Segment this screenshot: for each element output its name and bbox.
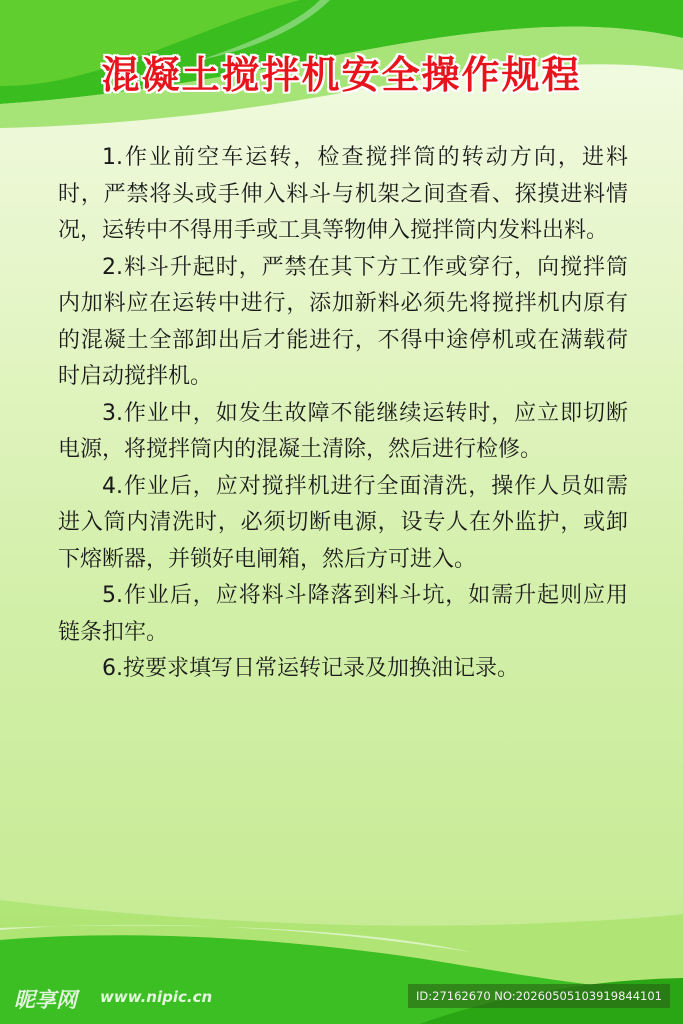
page-title: 混凝土搅拌机安全操作规程 xyxy=(101,53,582,97)
watermark-url: www.nipic.cn xyxy=(100,988,213,1006)
rule-paragraph-2: 2.料斗升起时，严禁在其下方工作或穿行，向搅拌筒内加料应在运转中进行，添加新料必须先将搅拌机内原有的混凝土全部卸出后才能进行，不得中途停机或在满载荷时启动搅拌机。 xyxy=(58,254,628,389)
rule-paragraph-1: 1.作业前空车运转，检查搅拌筒的转动方向，进料时，严禁将头或手伸入料斗与机架之间查看、探摸进料情况，运转中不得用手或工具等物伸入搅拌筒内发料出料。 xyxy=(58,145,628,243)
rule-paragraph-6: 6.按要求填写日常运转记录及加换油记录。 xyxy=(102,656,519,681)
rule-paragraph-3: 3.作业中，如发生故障不能继续运转时，应立即切断电源，将搅拌筒内的混凝土清除，然后进行检修。 xyxy=(58,400,628,462)
rule-paragraph-5: 5.作业后，应将料斗降落到料斗坑，如需升起则应用链条扣牢。 xyxy=(58,583,628,645)
image-id-label: ID:27162670 NO:20260505103919844101 xyxy=(408,984,670,1008)
rules-body xyxy=(58,140,628,688)
rule-paragraph-4: 4.作业后，应对搅拌机进行全面清洗，操作人员如需进入筒内清洗时，必须切断电源，设专人在外监护，或卸下熔断器，并锁好电闸箱，然后方可进入。 xyxy=(58,473,628,572)
watermark-logo: 昵享网 xyxy=(14,988,77,1012)
